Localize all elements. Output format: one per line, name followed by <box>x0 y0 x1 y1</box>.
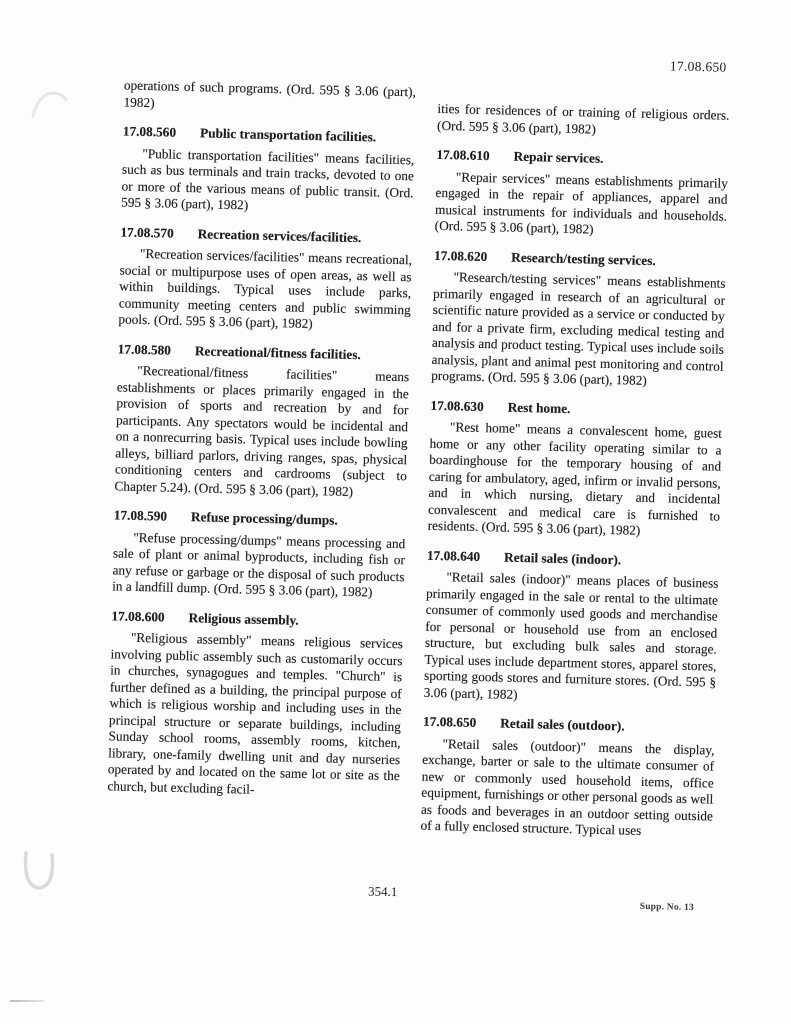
section-heading <box>118 341 410 364</box>
page-header <box>438 53 726 76</box>
section-title: Recreational/fitness facilities. <box>194 342 362 362</box>
section-number: 17.08.590 <box>113 507 168 524</box>
section-heading <box>423 714 715 737</box>
code-section <box>420 714 715 841</box>
section-body: "Research/testing services" means establishments primarily engaged in research of an agricultural or scientific nature provided as a service or conducted by and for a private firm, excluding medical testing and analysis and product testing. Typical uses include soils analysis, plant and animal pest monitoring and control programs. (Ord. 595 § 3.06 (part), 1982) <box>431 269 726 388</box>
right-sections <box>420 147 728 841</box>
section-number: 17.08.640 <box>426 547 481 564</box>
section-heading <box>114 507 406 530</box>
section-body: "Recreation services/facilities" means recreational, social or multipurpose uses of open areas, as well as within buildings. Typical uses include parks, community meeting centers and public swimming pools. (Ord. 595 § 3.06 (part), 1982) <box>118 245 413 331</box>
code-section <box>112 507 406 601</box>
code-section <box>121 123 415 217</box>
section-title: Retail sales (outdoor). <box>500 715 625 734</box>
column-left <box>107 77 416 801</box>
section-number: 17.08.560 <box>122 123 177 140</box>
section-number: 17.08.580 <box>117 340 172 358</box>
section-heading <box>430 397 722 420</box>
section-heading <box>123 123 415 146</box>
section-body: "Refuse processing/dumps" means processing and sale of plant or animal byproducts, including fish or any refuse or garbage or the disposal of such products in a landfill dump. (Ord. 595 § 3.06 (part), 1982) <box>112 529 406 600</box>
section-title: Public transportation facilities. <box>199 125 377 145</box>
section-number: 17.08.600 <box>111 607 165 625</box>
section-title: Research/testing services. <box>511 249 656 268</box>
left-sections <box>107 123 415 801</box>
code-section <box>107 608 403 801</box>
code-section <box>427 397 722 541</box>
supplement-note: Supp. No. 13 <box>639 901 695 914</box>
section-body: "Rest home" means a convalescent home, guest home or any other facility operating similar to a boardinghouse for the temporary housing of and caring for ambulatory, aged, infirm or invalid persons, and in which nursing, dietary and incidental convalescent and medical care is furnished to residents. (Ord. 595 § 3.06 (part), 1982) <box>427 419 723 538</box>
section-body: "Retail sales (indoor)" means places of business primarily engaged in the sale or rental to the ultimate consumer of commonly used goods and merchandise for personal or household use from an enclosed structure, but excluding bulk sales and storage. Typical uses include department stores, apparel stores, sporting goods stores and furniture stores. (Ord. 595 § 3.06 (part), 1982) <box>423 569 719 702</box>
section-body: "Repair services" means establishments primarily engaged in the repair of appliances, apparel and musical instruments for individuals and households. (Ord. 595 § 3.06 (part), 1982) <box>434 168 729 237</box>
section-number: 17.08.620 <box>433 247 488 264</box>
section-title: Religious assembly. <box>188 609 299 628</box>
section-body: "Recreational/fitness facilities" means establishments or places primarily engaged in the provision of sports and recreation by and for participants. Any spectators would be incidental and on a nonrecurring basis. Typical uses include bowling alleys, billiard parlors, driving ranges, spas, physical conditioning centers and cardrooms (subject to Chapter 5.24). (Ord. 595 § 3.06 (part), 1982) <box>114 362 410 499</box>
section-body: "Retail sales (outdoor)" means the display, exchange, barter or sale to the ultimate consumer of new or commonly used household items, office equipment, furnishings or other personal goods as well as foods and beverages in an outdoor setting outside of a fully enclosed structure. Typical uses <box>420 735 715 838</box>
section-number: 17.08.570 <box>120 223 174 241</box>
code-section <box>431 247 726 391</box>
section-heading <box>436 147 728 170</box>
section-heading <box>111 608 403 631</box>
continuation-paragraph: operations of such programs. (Ord. 595 § 3.06 (part), 1982) <box>123 77 417 110</box>
section-title: Repair services. <box>513 148 604 166</box>
code-section <box>118 224 412 335</box>
section-title: Rest home. <box>507 399 571 416</box>
code-section <box>114 341 410 501</box>
page-number: 354.1 <box>367 883 398 900</box>
section-number: 17.08.630 <box>430 397 484 414</box>
section-heading <box>427 547 719 570</box>
section-title: Refuse processing/dumps. <box>190 509 338 528</box>
header-section-number: 17.08.650 <box>669 58 727 75</box>
continuation-paragraph: ities for residences of or training of religious orders. (Ord. 595 § 3.06 (part), 1982) <box>436 100 730 137</box>
section-heading <box>434 247 726 270</box>
section-number: 17.08.650 <box>422 713 477 730</box>
code-section <box>435 147 729 241</box>
section-body: "Public transportation facilities" means facilities, such as bus terminals and train tracks, devoted to one or more of the various means of public transit. (Ord. 595 § 3.06 (part), 1982) <box>121 145 415 213</box>
column-right <box>420 101 729 841</box>
section-number: 17.08.610 <box>436 146 490 164</box>
section-title: Retail sales (indoor). <box>503 549 622 567</box>
section-title: Recreation services/facilities. <box>197 225 362 245</box>
code-section <box>424 547 720 707</box>
section-heading <box>120 224 412 247</box>
section-body: "Religious assembly" means religious services involving public assembly such as customarily occurs in churches, synagogues and temples. "Church" is further defined as a building, the principal purpose of which is religious worship and including uses in the principal structure or separate buildings, including Sunday school rooms, assembly rooms, kitchen, library, one-family dwelling unit and day nurseries operated by and located on the same lot or site as the church, but excluding facil- <box>107 629 404 797</box>
